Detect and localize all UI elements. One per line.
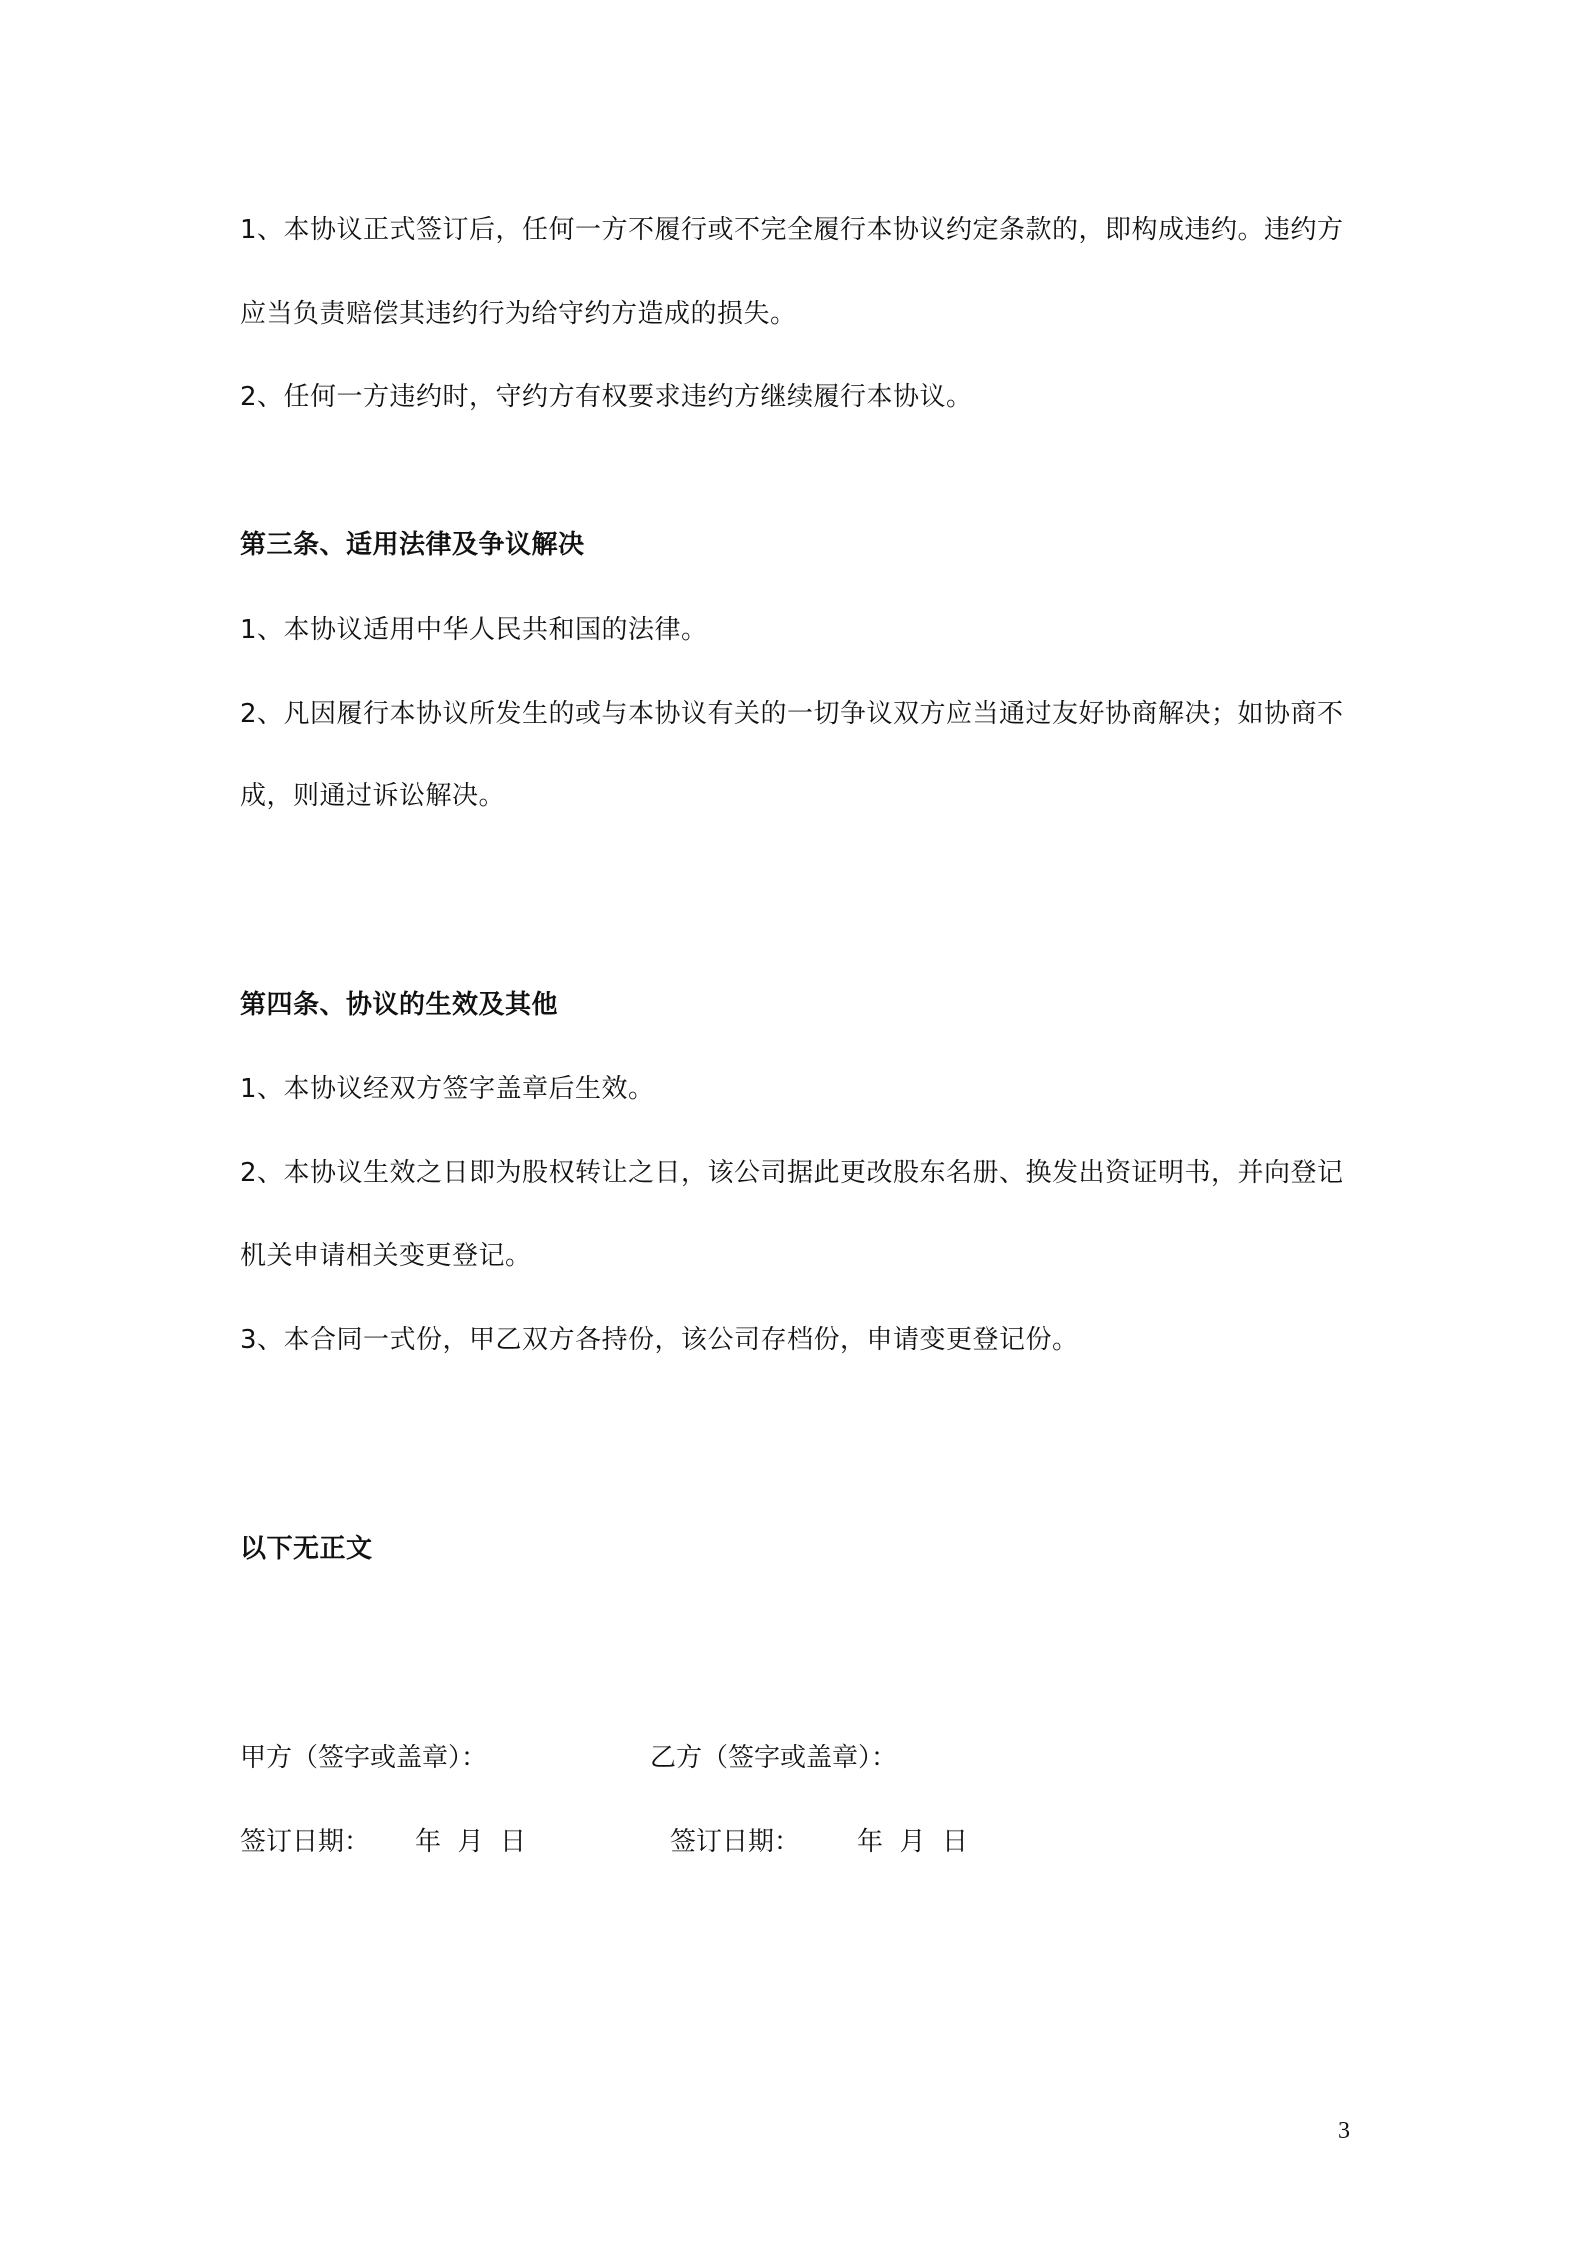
party-b-signature-label: 乙方（签字或盖章）： [650,1743,898,1773]
party-a-date-label: 签订日期： [240,1827,371,1857]
party-b-date-label: 签订日期： [670,1827,801,1857]
article4-paragraph2-line2: 机关申请相关变更登记。 [240,1241,532,1271]
article4-paragraph3: 3、本合同一式份，甲乙双方各持份，该公司存档份，申请变更登记份。 [240,1325,1079,1355]
page-number: 3 [1338,2118,1350,2144]
article2-paragraph2: 2、任何一方违约时，守约方有权要求违约方继续履行本协议。 [240,382,973,412]
article4-paragraph1: 1、本协议经双方签字盖章后生效。 [240,1074,655,1104]
article4-heading: 第四条、协议的生效及其他 [240,990,559,1020]
article4-paragraph2-line1: 2、本协议生效之日即为股权转让之日，该公司据此更改股东名册、换发出资证明书，并向登记 [240,1158,1344,1188]
article3-paragraph1: 1、本协议适用中华人民共和国的法律。 [240,615,708,645]
party-b-date-value: 年 月 日 [857,1827,969,1857]
article2-paragraph1-line1: 1、本协议正式签订后，任何一方不履行或不完全履行本协议约定条款的，即构成违约。违约方 [240,215,1344,245]
party-a-signature-label: 甲方（签字或盖章）： [240,1743,488,1773]
article3-paragraph2-line2: 成，则通过诉讼解决。 [240,781,506,811]
end-note: 以下无正文 [240,1534,373,1564]
article2-paragraph1-line2: 应当负责赔偿其违约行为给守约方造成的损失。 [240,299,797,329]
article3-heading: 第三条、适用法律及争议解决 [240,530,585,560]
party-a-date-value: 年 月 日 [415,1827,527,1857]
article3-paragraph2-line1: 2、凡因履行本协议所发生的或与本协议有关的一切争议双方应当通过友好协商解决；如协商不 [240,699,1344,729]
